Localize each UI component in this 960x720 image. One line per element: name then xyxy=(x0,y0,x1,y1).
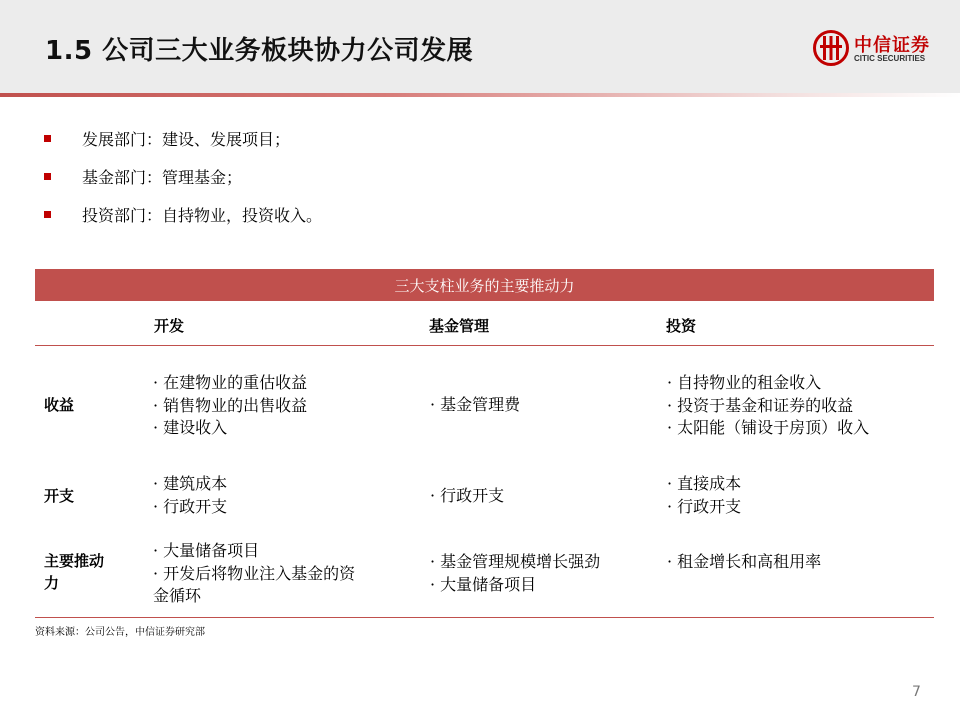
bullet-square-icon xyxy=(44,173,51,180)
row-label-line: 主要推动 xyxy=(44,552,105,570)
bullet-square-icon xyxy=(44,135,51,142)
cell-line: · 在建物业的重估收益 xyxy=(153,373,308,392)
table-title: 三大支柱业务的主要推动力 xyxy=(35,269,934,301)
column-header-development: 开发 xyxy=(154,317,185,335)
row-label-revenue: 收益 xyxy=(44,396,75,414)
cell-line: · 投资于基金和证券的收益 xyxy=(667,395,854,415)
table-cell xyxy=(430,551,600,596)
table-cell xyxy=(153,473,227,518)
source-note: 资料来源：公司公告，中信证券研究部 xyxy=(35,627,205,638)
column-header-investment: 投资 xyxy=(666,317,697,335)
cell-line: · 基金管理规模增长强劲 xyxy=(430,552,601,571)
cell-line: · 建设收入 xyxy=(153,418,228,437)
page-number: 7 xyxy=(912,684,921,700)
bullet-square-icon xyxy=(44,211,51,218)
citic-logo-icon xyxy=(813,30,849,66)
cell-line: · 行政开支 xyxy=(667,496,742,516)
row-label-line: 力 xyxy=(44,574,60,592)
bullet-item xyxy=(44,157,322,195)
cell-line: · 行政开支 xyxy=(153,496,228,516)
column-header-fund-management: 基金管理 xyxy=(429,317,490,335)
bullet-text: 投资部门：自持物业，投资收入。 xyxy=(82,205,323,225)
row-label-expenses: 开支 xyxy=(44,487,75,505)
table-cell xyxy=(430,485,504,508)
table-cell xyxy=(153,540,355,608)
table-cell xyxy=(667,473,741,518)
table-cell xyxy=(667,372,869,440)
cell-line: · 直接成本 xyxy=(667,474,742,493)
logo-text-en: CITIC SECURITIES xyxy=(854,54,926,63)
bullet-item xyxy=(44,119,322,157)
logo-text-cn: 中信证券 xyxy=(854,35,930,56)
table-bottom-border xyxy=(35,617,934,618)
bullet-list xyxy=(44,119,322,233)
row-label-key-drivers xyxy=(44,550,104,594)
bullet-text: 发展部门：建设、发展项目； xyxy=(82,129,291,149)
table-header-divider xyxy=(35,345,934,346)
cell-line: · 建筑成本 xyxy=(153,474,228,493)
cell-line: · 销售物业的出售收益 xyxy=(153,395,308,415)
cell-line: · 基金管理费 xyxy=(430,395,521,414)
cell-line: · 大量储备项目 xyxy=(430,574,537,594)
cell-line: 金循环 xyxy=(153,586,202,605)
table-cell xyxy=(430,394,520,417)
table-cell xyxy=(153,372,307,440)
cell-line: · 租金增长和高租用率 xyxy=(667,552,822,571)
header-divider xyxy=(0,93,960,97)
cell-line: · 行政开支 xyxy=(430,486,505,505)
company-logo xyxy=(813,30,943,70)
cell-line: · 大量储备项目 xyxy=(153,541,260,560)
cell-line: · 开发后将物业注入基金的资 xyxy=(153,563,356,583)
cell-line: · 太阳能（铺设于房顶）收入 xyxy=(667,418,870,437)
bullet-text: 基金部门：管理基金； xyxy=(82,167,243,187)
table-cell xyxy=(667,551,821,574)
page-title: 1.5 公司三大业务板块协力公司发展 xyxy=(45,36,474,66)
bullet-item xyxy=(44,195,322,233)
cell-line: · 自持物业的租金收入 xyxy=(667,373,822,392)
